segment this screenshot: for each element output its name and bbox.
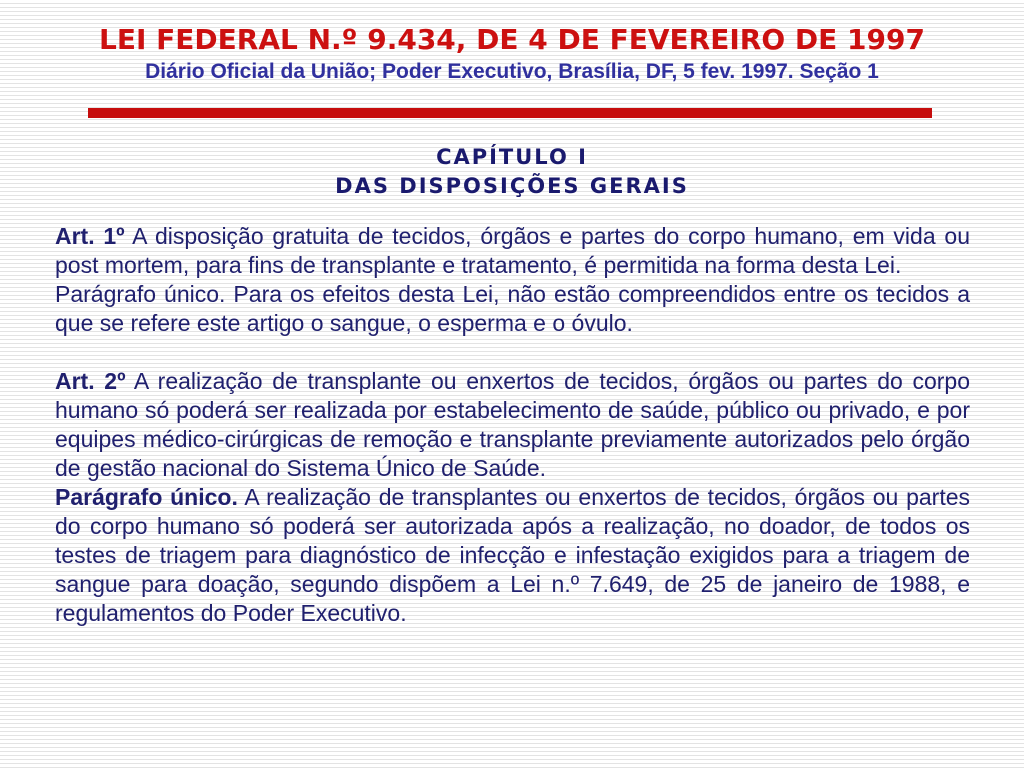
paragraph-art-1 xyxy=(55,222,970,280)
publication-subtitle: Diário Oficial da União; Poder Executivo, Brasília, DF, 5 fev. 1997. Seção 1 xyxy=(145,60,879,83)
paragraph-art-2 xyxy=(55,367,970,483)
paragraph-text: A realização de transplante ou enxertos de tecidos, órgãos ou partes do corpo humano só poderá ser realizada por estabelecimento de saúde, público ou privado, e por equipes médico-cirúrgicas de remoção e transplante previamente autorizados pelo órgão de gestão nacional do Sistema Único de Saúde. xyxy=(55,368,971,481)
paragraph-text: A disposição gratuita de tecidos, órgãos e partes do corpo humano, em vida ou post mortem, para fins de transplante e tratamento, é permitida na forma desta Lei. xyxy=(55,223,970,278)
paragraph-lead: Parágrafo único. xyxy=(55,484,238,510)
paragraph-lead: Art. 2º xyxy=(55,368,126,394)
chapter-title: CAPÍTULO I xyxy=(436,145,588,169)
paragraph-art-1-sole xyxy=(55,280,970,338)
chapter-subtitle: DAS DISPOSIÇÕES GERAIS xyxy=(335,174,689,198)
paragraph-text: Parágrafo único. Para os efeitos desta Lei, não estão compreendidos entre os tecidos a que se refere este artigo o sangue, o esperma e o óvulo. xyxy=(55,281,970,336)
paragraph-art-2-sole xyxy=(55,483,970,628)
paragraph-lead: Art. 1º xyxy=(55,223,125,249)
chapter-heading xyxy=(0,143,1024,201)
page-title: LEI FEDERAL N.º 9.434, DE 4 DE FEVEREIRO DE 1997 xyxy=(99,23,925,56)
paragraph-text: A realização de transplantes ou enxertos de tecidos, órgãos ou partes do corpo humano só poderá ser autorizada após a realização, no doador, de todos os testes de triagem para diagnóstico de infecção e infestação exigidos para a triagem de sangue para doação, segundo dispõem a Lei n.º 7.649, de 25 de janeiro de 1988, e regulamentos do Poder Executivo. xyxy=(55,484,971,626)
red-divider-rule xyxy=(88,108,932,118)
law-body xyxy=(55,222,970,628)
